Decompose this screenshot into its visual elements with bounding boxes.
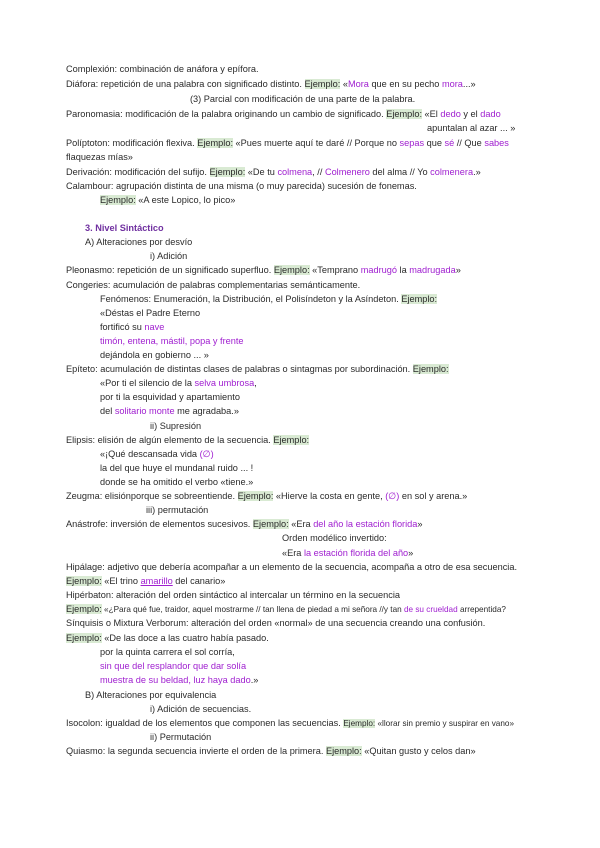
orden-modelico-example: «Era la estación florida del año» [282, 548, 414, 558]
sinquisis-example: Ejemplo: «De las doce a las cuatro había pasado. [66, 633, 269, 643]
example-label: Ejemplo: [66, 633, 102, 643]
example-label: Ejemplo: [401, 294, 438, 304]
derivacion-line: Derivación: modificación del sufijo. Ejemplo: «De tu colmena, // Colmenero del alma // Yo colmenera.» [66, 167, 481, 177]
hipalage-line: Hipálage: adjetivo que debería acompañar a un elemento de la secuencia, acompaña a otro de esa secuencia. [66, 562, 517, 572]
isocolon-line: Isocolon: igualdad de los elementos que componen las secuencias. Ejemplo: «llorar sin premio y suspirar en vano» [66, 718, 514, 728]
verse-line: sin que del resplandor que dar solía [100, 661, 247, 671]
example-label: Ejemplo: [100, 195, 136, 205]
example-label: Ejemplo: [343, 719, 376, 728]
verse-line: del solitario monte me agradaba.» [100, 406, 239, 416]
example-label: Ejemplo: [304, 79, 341, 89]
example-label: Ejemplo: [325, 746, 362, 756]
calambour-example: Ejemplo: «A este Lopico, lo pico» [100, 195, 236, 205]
verse-line: timón, entena, mástil, popa y frente [100, 336, 244, 346]
fenomenos-line: Fenómenos: Enumeración, la Distribución, el Polisíndeton y la Asíndeton. Ejemplo: [100, 294, 438, 304]
elipsis-line: Elipsis: elisión de algún elemento de la secuencia. Ejemplo: [66, 435, 310, 445]
subheading-permutacion-b: ii) Permutación [150, 732, 212, 742]
example-label: Ejemplo: [237, 491, 274, 501]
verse-line: fortificó su nave [100, 322, 165, 332]
example-label: Ejemplo: [66, 604, 102, 614]
calambour-line: Calambour: agrupación distinta de una misma (o muy parecida) sucesión de fonemas. [66, 181, 417, 191]
diafora-line: Diáfora: repetición de una palabra con significado distinto. Ejemplo: «Mora que en su pecho mora...» [66, 79, 476, 89]
example-label: Ejemplo: [252, 519, 289, 529]
example-label: Ejemplo: [197, 138, 233, 148]
subheading-supresion: ii) Supresión [150, 421, 202, 431]
orden-modelico-label: Orden modélico invertido: [282, 533, 387, 543]
example-label: Ejemplo: [209, 167, 246, 177]
pleonasmo-line: Pleonasmo: repetición de un significado superfluo. Ejemplo: «Temprano madrugó la madrugada» [66, 265, 461, 275]
verse-line: donde se ha omitido el verbo «tiene.» [100, 477, 254, 487]
parcial-subheading: (3) Parcial con modificación de una parte de la palabra. [190, 94, 416, 104]
subheading-adicion-secuencias: i) Adición de secuencias. [150, 704, 252, 714]
congeries-line: Congeries: acumulación de palabras complementarias semánticamente. [66, 280, 361, 290]
example-label: Ejemplo: [273, 435, 310, 445]
verse-line: la del que huye el mundanal ruido ... ! [100, 463, 254, 473]
subheading-a: A) Alteraciones por desvío [85, 237, 193, 247]
hipalage-example: Ejemplo: «El trino amarillo del canario» [66, 576, 226, 586]
sinquisis-line: Sínquisis o Mixtura Verborum: alteración del orden «normal» de una secuencia creando una confusión. [66, 618, 486, 628]
paronomasia-cont: apuntalan al azar ... » [427, 123, 516, 133]
subheading-permutacion: iii) permutación [146, 505, 209, 515]
epiteto-line: Epíteto: acumulación de distintas clases de palabras o sintagmas por subordinación. Ejemplo: [66, 364, 449, 374]
verse-line: «¡Qué descansada vida (∅) [100, 449, 214, 459]
verse-line: dejándola en gobierno ... » [100, 350, 209, 360]
hiperbaton-line: Hipérbaton: alteración del orden sintáctico al intercalar un término en la secuencia [66, 590, 401, 600]
poliptoton-line: Políptoton: modificación flexiva. Ejemplo: «Pues muerte aquí te daré // Porque no sepas que sé // Que sabes [66, 138, 509, 148]
example-label: Ejemplo: [412, 364, 449, 374]
hiperbaton-example: Ejemplo: «¿Para qué fue, traidor, aquel mostrarme // tan llena de piedad a mi señora //y tan de su crueldad arrepentida? [66, 604, 506, 614]
poliptoton-cont: flaquezas mías» [66, 152, 133, 162]
subheading-b: B) Alteraciones por equivalencia [85, 690, 217, 700]
section-heading-nivel-sintactico: 3. Nivel Sintáctico [85, 223, 164, 233]
example-label: Ejemplo: [273, 265, 310, 275]
verse-line: muestra de su beldad, luz haya dado.» [100, 675, 259, 685]
quiasmo-line: Quiasmo: la segunda secuencia invierte el orden de la primera. Ejemplo: «Quitan gusto y celos dan» [66, 746, 476, 756]
verse-line: «Por ti el silencio de la selva umbrosa, [100, 378, 257, 388]
verse-line: «Déstas el Padre Eterno [100, 308, 201, 318]
example-label: Ejemplo: [386, 109, 422, 119]
subheading-adicion: i) Adición [150, 251, 188, 261]
verse-line: por ti la esquividad y apartamiento [100, 392, 240, 402]
zeugma-line: Zeugma: elisiónporque se sobreentiende. Ejemplo: «Hierve la costa en gente, (∅) en sol y arena.» [66, 491, 468, 501]
complexion-line: Complexión: combinación de anáfora y epífora. [66, 64, 259, 74]
example-label: Ejemplo: [66, 576, 102, 586]
verse-line: por la quinta carrera el sol corría, [100, 647, 235, 657]
anastrofe-line: Anástrofe: inversión de elementos sucesivos. Ejemplo: «Era del año la estación florida» [66, 519, 423, 529]
paronomasia-line: Paronomasia: modificación de la palabra originando un cambio de significado. Ejemplo: «El dedo y el dado [66, 109, 501, 119]
